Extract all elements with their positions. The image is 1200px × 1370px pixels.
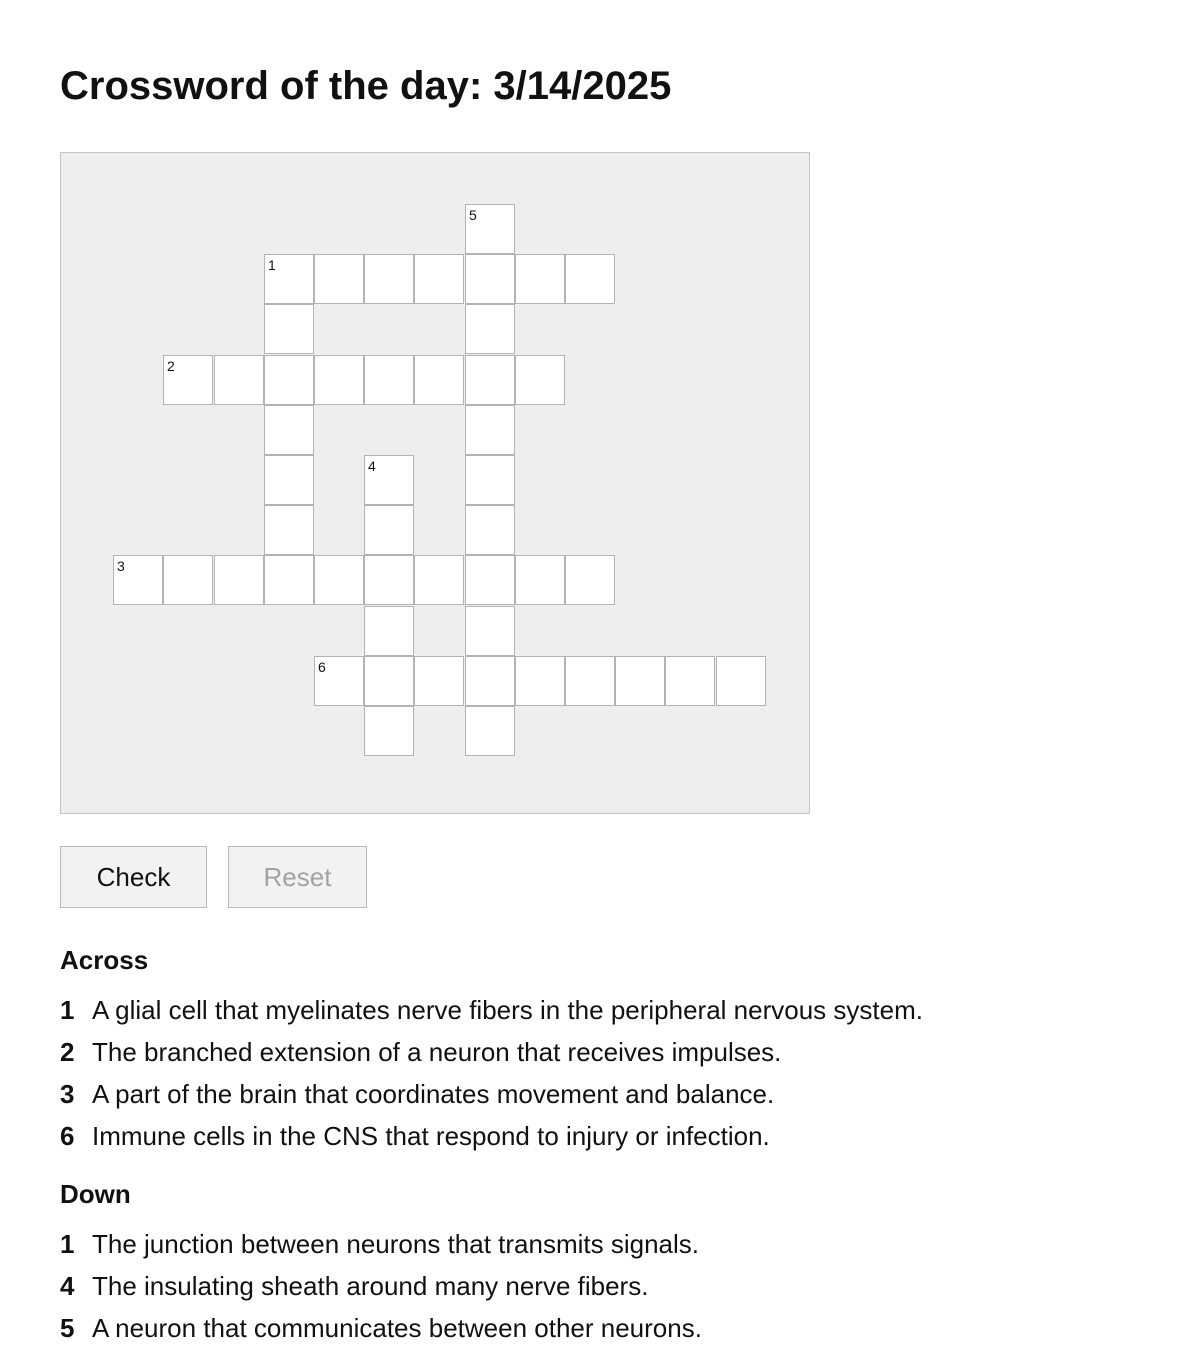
grid-cell[interactable] bbox=[364, 656, 414, 706]
grid-cell[interactable] bbox=[364, 606, 414, 656]
grid-cell[interactable] bbox=[364, 555, 414, 605]
grid-cell[interactable] bbox=[465, 505, 515, 555]
grid-cell[interactable] bbox=[364, 706, 414, 756]
clue-number: 3 bbox=[60, 1079, 75, 1109]
across-heading: Across bbox=[60, 945, 149, 975]
grid-cell[interactable] bbox=[163, 555, 213, 605]
reset-button[interactable]: Reset bbox=[228, 846, 367, 908]
grid-cell[interactable] bbox=[465, 405, 515, 455]
clue-number: 6 bbox=[60, 1121, 75, 1151]
grid-cell[interactable] bbox=[565, 656, 615, 706]
clue-item bbox=[60, 1037, 923, 1079]
grid-cell[interactable] bbox=[465, 204, 515, 254]
clue-number: 1 bbox=[60, 1229, 75, 1259]
grid-cell[interactable] bbox=[716, 656, 766, 706]
grid-cell[interactable] bbox=[515, 355, 565, 405]
grid-cell[interactable] bbox=[465, 656, 515, 706]
grid-cell[interactable] bbox=[364, 455, 414, 505]
grid-cell[interactable] bbox=[465, 706, 515, 756]
clue-item bbox=[60, 995, 923, 1037]
grid-cell[interactable] bbox=[414, 355, 464, 405]
grid-cell[interactable] bbox=[414, 254, 464, 304]
cell-number: 4 bbox=[368, 458, 376, 474]
clue-text: A glial cell that myelinates nerve fibers in the peripheral nervous system. bbox=[92, 995, 923, 1025]
grid-cell[interactable] bbox=[314, 656, 364, 706]
grid-cell[interactable] bbox=[465, 606, 515, 656]
grid-cell[interactable] bbox=[465, 254, 515, 304]
grid-cell[interactable] bbox=[264, 254, 314, 304]
across-clue-list bbox=[60, 995, 923, 1163]
cell-number: 5 bbox=[469, 207, 477, 223]
clue-item bbox=[60, 1271, 702, 1313]
grid-cell[interactable] bbox=[264, 355, 314, 405]
grid-cell[interactable] bbox=[364, 254, 414, 304]
clue-item bbox=[60, 1313, 702, 1355]
grid-cell[interactable] bbox=[565, 254, 615, 304]
cell-number: 1 bbox=[268, 257, 276, 273]
cell-number: 2 bbox=[167, 358, 175, 374]
grid-cell[interactable] bbox=[314, 254, 364, 304]
clue-text: The insulating sheath around many nerve fibers. bbox=[92, 1271, 649, 1301]
clue-number: 2 bbox=[60, 1037, 75, 1067]
grid-cell[interactable] bbox=[113, 555, 163, 605]
check-button[interactable]: Check bbox=[60, 846, 207, 908]
grid-cell[interactable] bbox=[314, 555, 364, 605]
grid-cell[interactable] bbox=[214, 355, 264, 405]
clue-number: 1 bbox=[60, 995, 75, 1025]
clue-item bbox=[60, 1229, 702, 1271]
clue-text: A neuron that communicates between other neurons. bbox=[92, 1313, 702, 1343]
clue-item bbox=[60, 1079, 923, 1121]
down-heading: Down bbox=[60, 1179, 131, 1209]
clue-text: The junction between neurons that transmits signals. bbox=[92, 1229, 700, 1259]
grid-cell[interactable] bbox=[465, 455, 515, 505]
grid-cell[interactable] bbox=[163, 355, 213, 405]
cell-number: 3 bbox=[117, 558, 125, 574]
clue-number: 4 bbox=[60, 1271, 75, 1301]
cell-number: 6 bbox=[318, 659, 326, 675]
grid-cell[interactable] bbox=[414, 656, 464, 706]
grid-cell[interactable] bbox=[515, 555, 565, 605]
grid-cell[interactable] bbox=[364, 505, 414, 555]
grid-cell[interactable] bbox=[565, 555, 615, 605]
grid-cell[interactable] bbox=[264, 505, 314, 555]
grid-cell[interactable] bbox=[264, 304, 314, 354]
grid-cell[interactable] bbox=[515, 254, 565, 304]
grid-cell[interactable] bbox=[465, 304, 515, 354]
clue-text: Immune cells in the CNS that respond to injury or infection. bbox=[92, 1121, 770, 1151]
grid-cell[interactable] bbox=[364, 355, 414, 405]
clue-item bbox=[60, 1121, 923, 1163]
grid-cell[interactable] bbox=[414, 555, 464, 605]
grid-cell[interactable] bbox=[314, 355, 364, 405]
grid-cell[interactable] bbox=[214, 555, 264, 605]
grid-cell[interactable] bbox=[465, 555, 515, 605]
clue-number: 5 bbox=[60, 1313, 75, 1343]
grid-cell[interactable] bbox=[264, 405, 314, 455]
grid-cell[interactable] bbox=[615, 656, 665, 706]
grid-cell[interactable] bbox=[264, 455, 314, 505]
clue-text: A part of the brain that coordinates movement and balance. bbox=[92, 1079, 775, 1109]
grid-cell[interactable] bbox=[264, 555, 314, 605]
grid-cell[interactable] bbox=[665, 656, 715, 706]
down-clue-list bbox=[60, 1229, 702, 1355]
grid-cell[interactable] bbox=[515, 656, 565, 706]
crossword-grid bbox=[60, 152, 810, 814]
page-title: Crossword of the day: 3/14/2025 bbox=[60, 64, 672, 108]
clue-text: The branched extension of a neuron that receives impulses. bbox=[92, 1037, 782, 1067]
grid-cell[interactable] bbox=[465, 355, 515, 405]
